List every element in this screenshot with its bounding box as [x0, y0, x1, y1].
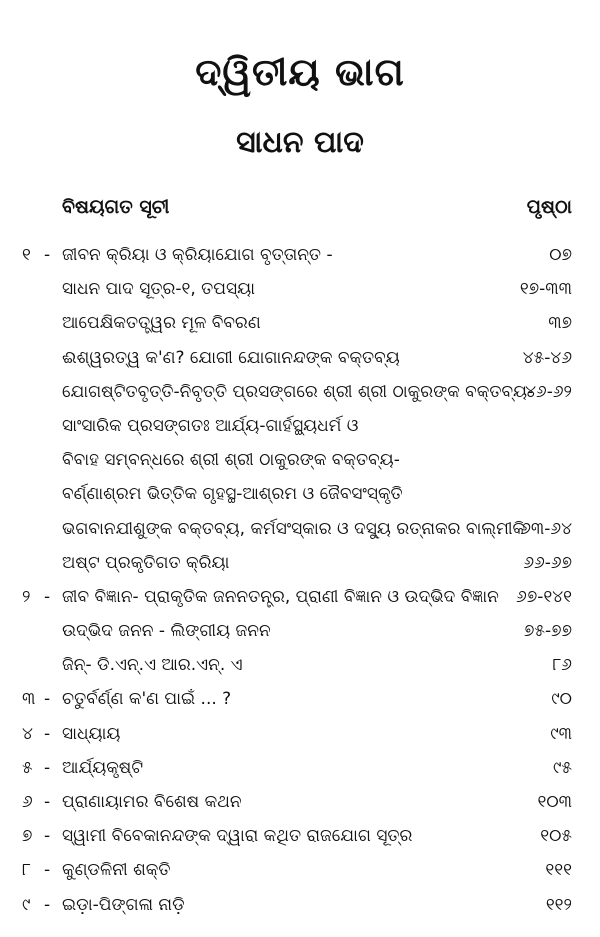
entry-page-number: ୩୭ — [548, 313, 572, 334]
entry-dash: - — [44, 860, 51, 881]
entry-title: କୁଣ୍ଡଳିନୀ ଶକ୍ତି — [62, 860, 171, 881]
entry-number: ୮ — [22, 860, 31, 881]
entry-page-number: ୪୫-୪୬ — [522, 347, 572, 368]
entry-number: ୩ — [22, 689, 36, 710]
entry-title: ଉଦ୍ଭିଦ ଜନନ - ଲିଙ୍ଗୀୟ ଜନନ — [62, 621, 271, 642]
toc-entry — [0, 238, 600, 272]
toc-entry — [0, 785, 600, 819]
toc-entry — [0, 751, 600, 785]
entry-dash: - — [44, 757, 51, 778]
entry-title: ସ୍ୱାମୀ ବିବେକାନନ୍ଦଙ୍କ ଦ୍ୱାରା କଥିତ ରାଜଯୋଗ ସୂତ୍ର — [62, 826, 413, 847]
entry-title: ଚତୁର୍ବର୍ଣ୍ଣ କ'ଣ ପାଇଁ ... ? — [62, 689, 232, 710]
table-of-contents — [0, 238, 600, 922]
entry-title: ସାଧ୍ୟାୟ — [62, 723, 121, 744]
toc-entry — [0, 853, 600, 887]
subject-column-heading: ବିଷୟଗତ ସୂଚୀ — [62, 196, 170, 218]
entry-dash: - — [44, 792, 51, 812]
toc-entry — [0, 341, 600, 375]
entry-number: ୬ — [22, 792, 33, 812]
toc-entry — [0, 546, 600, 580]
entry-page-number: ୮୬ — [552, 655, 572, 676]
toc-entry — [0, 272, 600, 306]
entry-page-number: ୧୭-୩୩ — [519, 279, 572, 300]
entry-title: ଜୀବ ବିଜ୍ଞାନ- ପ୍ରାକୃତିକ ଜନନତନ୍ତ୍ର, ପ୍ରାଣୀ ବିଜ୍ଞାନ ଓ ଉଦ୍ଭିଦ ବିଜ୍ଞାନ — [62, 586, 499, 607]
page-subtitle: ସାଧନ ପାଦ — [236, 125, 364, 160]
entry-page-number: ୭୫-୭୭ — [524, 621, 572, 642]
entry-title: ସାଧନ ପାଦ ସୂତ୍ର-୧, ତପସ୍ୟା — [62, 279, 255, 300]
entry-page-number: ୧୦୩ — [537, 792, 572, 812]
entry-page-number: ୯୩ — [550, 723, 572, 744]
entry-title: ଜୀବନ କ୍ରିୟା ଓ କ୍ରିୟାଯୋଗ ବୃତ୍ତାନ୍ତ - — [62, 245, 333, 265]
entry-title: ଜିନ୍- ଡି.ଏନ୍.ଏ ଆର.ଏନ୍. ଏ — [62, 655, 243, 676]
entry-dash: - — [44, 826, 51, 847]
toc-entry — [0, 580, 600, 614]
entry-title: ଇଡ଼ା-ପିଙ୍ଗଳା ନାଡ଼ି — [62, 894, 185, 915]
toc-entry — [0, 512, 600, 546]
entry-page-number: ୬୬-୬୭ — [523, 552, 572, 573]
entry-title: ପ୍ରାଣାୟାମର ବିଶେଷ କଥନ — [62, 792, 242, 812]
toc-entry — [0, 819, 600, 853]
entry-number: ୧ — [22, 245, 31, 265]
entry-number: ୯ — [22, 894, 31, 915]
entry-page-number: ୯୫ — [552, 757, 572, 778]
entry-title: ବିବାହ ସମ୍ବନ୍ଧରେ ଶ୍ରୀ ଶ୍ରୀ ଠାକୁରଙ୍କ ବକ୍ତବ୍ୟ- — [62, 450, 400, 471]
entry-dash: - — [44, 689, 51, 710]
entry-page-number: ୯୦ — [551, 689, 572, 710]
entry-page-number: ୧୦୫ — [540, 826, 572, 847]
entry-dash: - — [44, 586, 51, 607]
toc-entry — [0, 717, 600, 751]
entry-dash: - — [44, 245, 51, 265]
toc-entry — [0, 682, 600, 716]
toc-entry — [0, 888, 600, 922]
entry-page-number: ୧୧୧ — [545, 860, 572, 881]
toc-entry — [0, 648, 600, 682]
entry-title: ଅଷ୍ଟ ପ୍ରକୃତିଗତ କ୍ରିୟା — [62, 552, 230, 573]
entry-page-number: ୬୩-୬୪ — [520, 518, 572, 539]
entry-page-number: ୬୭-୧୪୧ — [516, 586, 572, 607]
page-title: ଦ୍ୱିତୀୟ ଭାଗ — [195, 50, 405, 94]
entry-title: ଭଗବାନଯୀଶୁଙ୍କ ବକ୍ତବ୍ୟ, କର୍ମସଂସ୍କାର ଓ ଦସ୍ୟୁ ରତ୍ନାକର ବାଲ୍ମୀକି — [62, 518, 526, 539]
entry-number: ୨ — [22, 586, 31, 607]
entry-number: ୪ — [22, 723, 33, 744]
entry-title: ବର୍ଣ୍ଣାଶ୍ରମ ଭିତ୍ତିକ ଗୃହସ୍ଥ-ଆଶ୍ରମ ଓ ଜୈବସଂସ୍କୃତି — [62, 484, 403, 505]
entry-title: ଆର୍ଯ୍ୟକୃଷ୍ଟି — [62, 757, 144, 778]
entry-title: ସାଂସାରିକ ପ୍ରସଙ୍ଗତଃ ଆର୍ଯ୍ୟ-ଗାର୍ହସ୍ଥ୍ୟଧର୍ମ ଓ — [62, 415, 359, 436]
toc-entry — [0, 614, 600, 648]
toc-entry — [0, 306, 600, 340]
entry-page-number: ୦୭ — [549, 245, 572, 265]
toc-entry — [0, 375, 600, 409]
toc-entry — [0, 477, 600, 511]
entry-number: ୭ — [22, 826, 33, 847]
toc-entry — [0, 443, 600, 477]
page-column-heading: ପୃଷ୍ଠା — [526, 196, 572, 218]
entry-dash: - — [44, 723, 51, 744]
entry-title: ଯୋଗଷ୍ଟିତବୃତ୍ତି-ନିବୃତ୍ତି ପ୍ରସଙ୍ଗରେ ଶ୍ରୀ ଶ୍ରୀ ଠାକୁରଙ୍କ ବକ୍ତବ୍ୟ- — [62, 381, 534, 402]
entry-number: ୫ — [22, 757, 33, 778]
entry-title: ଆପେକ୍ଷିକତତ୍ତ୍ୱର ମୂଳ ବିବରଣ — [62, 313, 261, 334]
entry-title: ଈଶ୍ୱରତ୍ୱ କ'ଣ? ଯୋଗୀ ଯୋଗାନନ୍ଦଙ୍କ ବକ୍ତବ୍ୟ — [62, 347, 400, 368]
entry-dash: - — [44, 894, 51, 915]
entry-page-number: ୪୬-୬୨ — [525, 381, 572, 402]
entry-page-number: ୧୧୨ — [545, 894, 572, 915]
toc-entry — [0, 409, 600, 443]
